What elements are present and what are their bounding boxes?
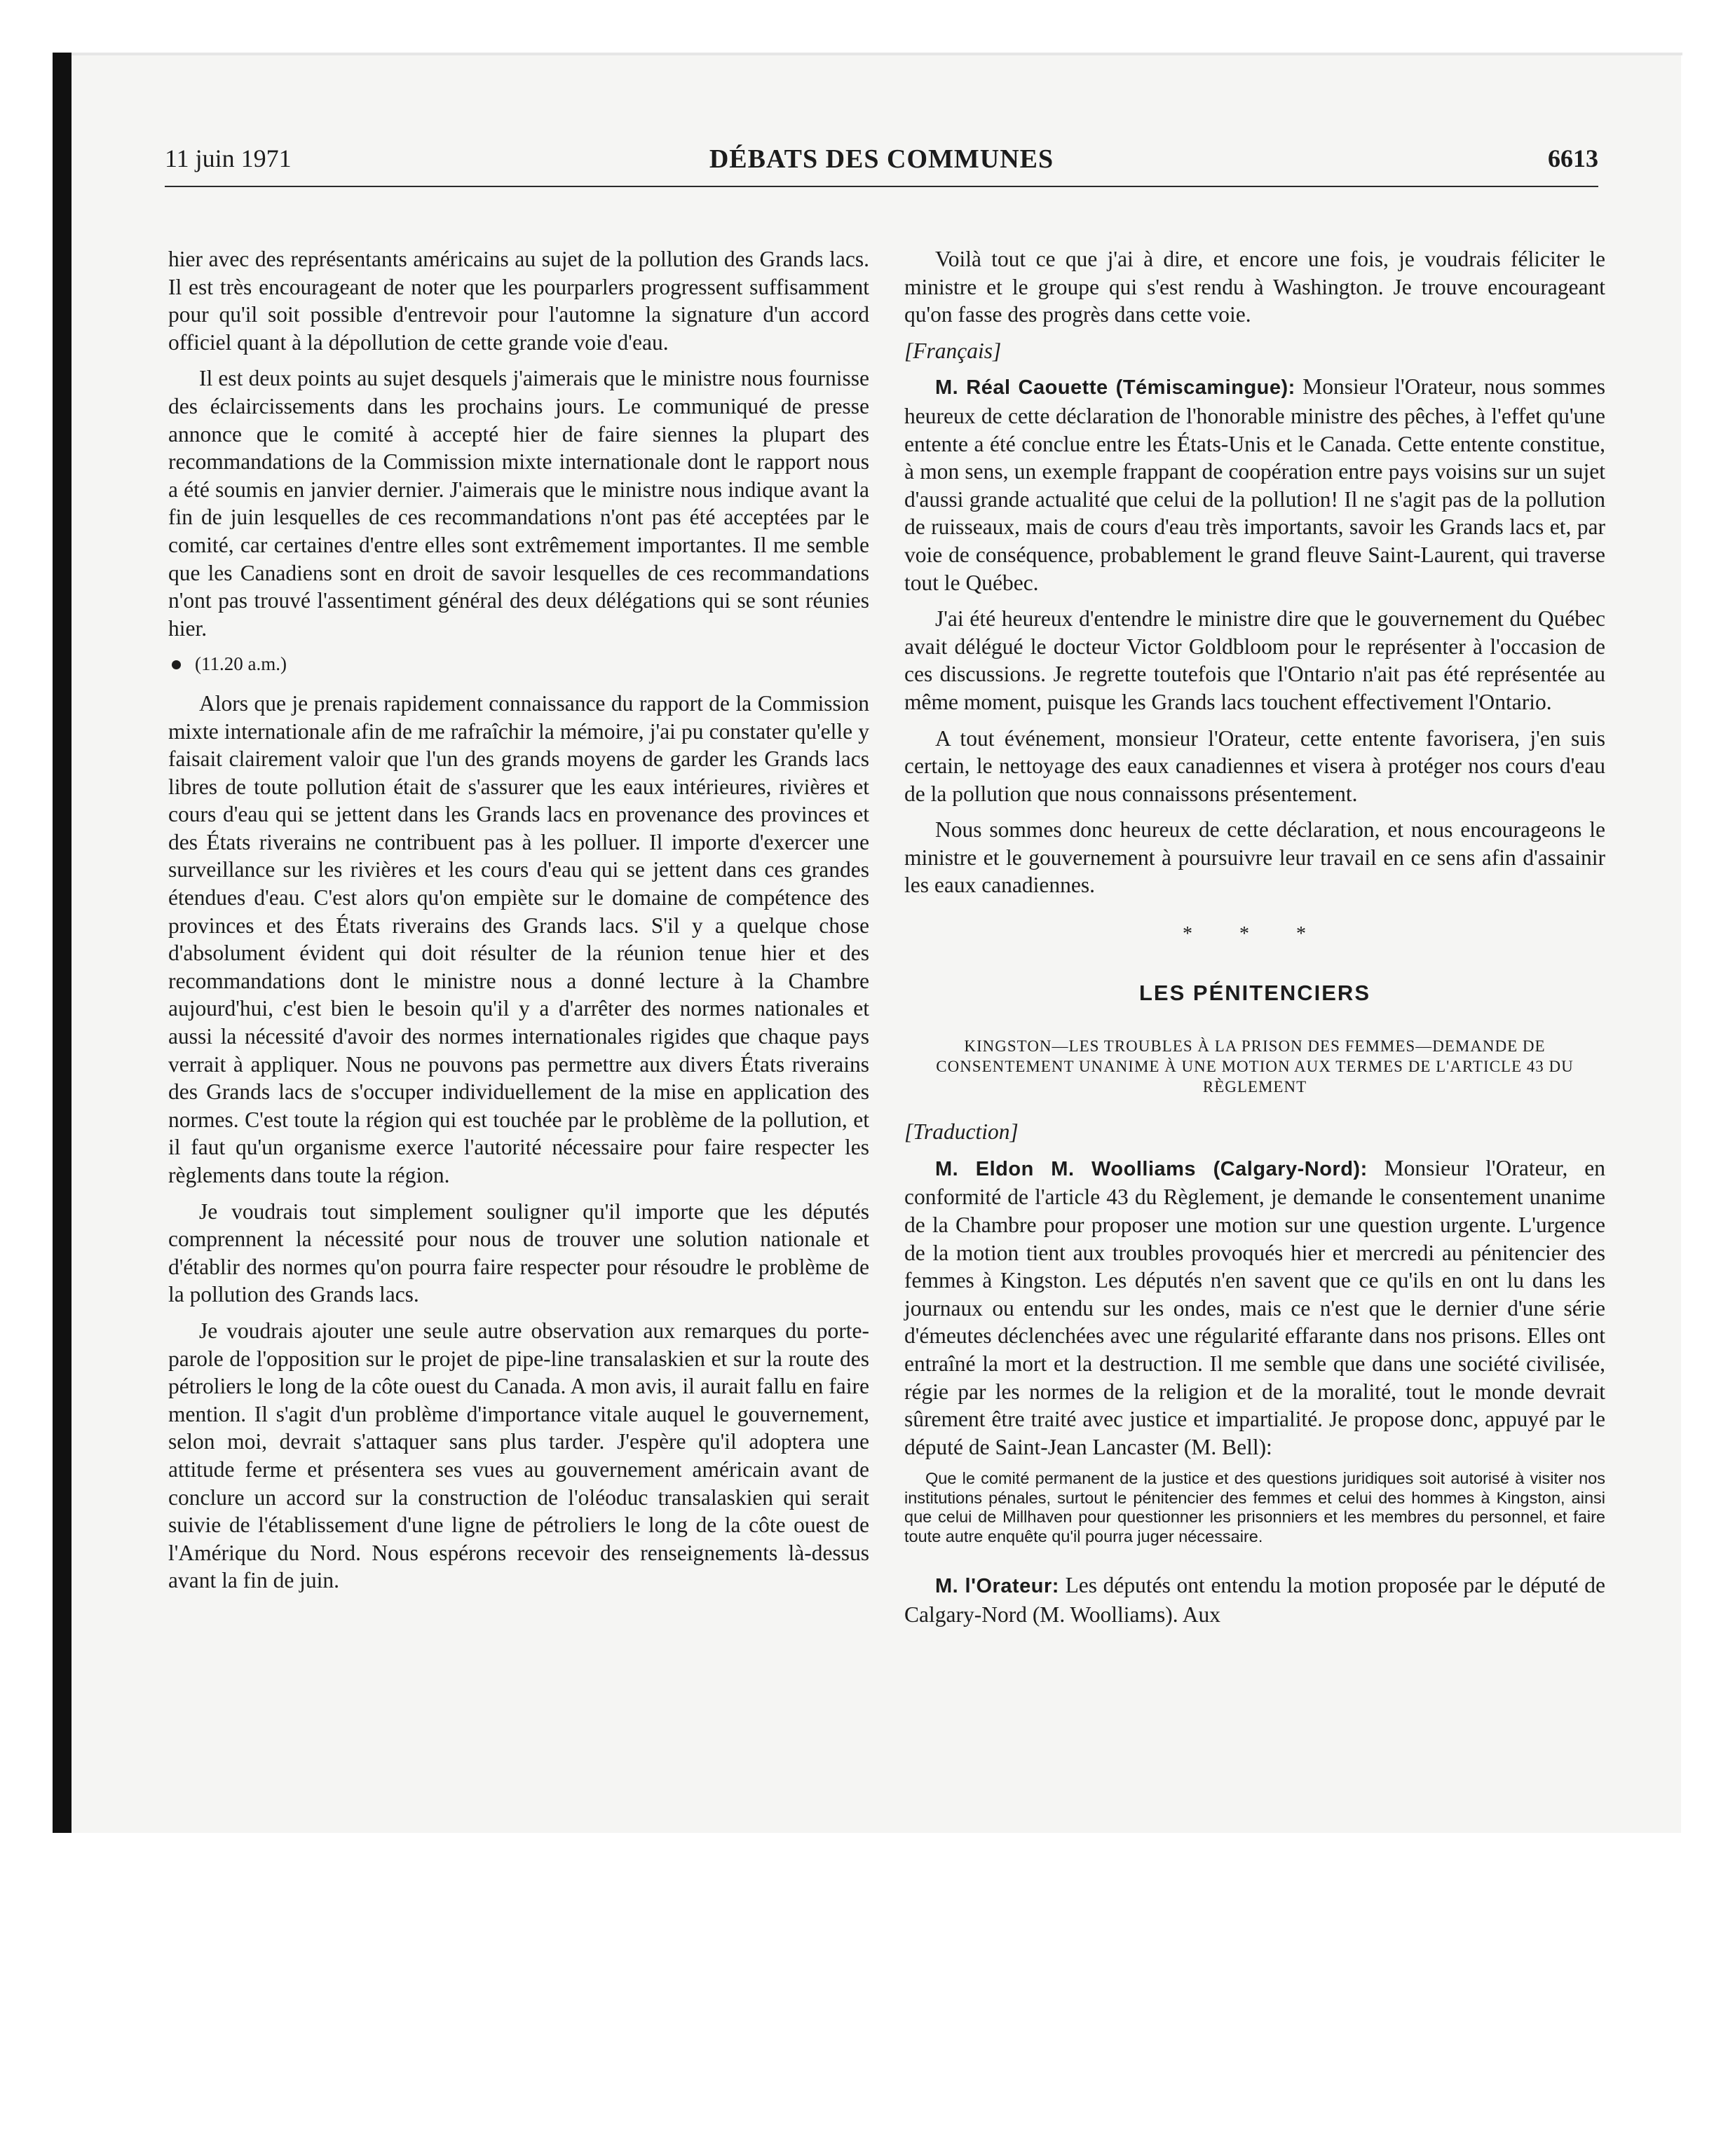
header-date: 11 juin 1971: [165, 144, 292, 172]
right-column: [904, 245, 1605, 1637]
paragraph: Je voudrais tout simplement souligner qu'il importe que les députés comprennent la nécessité pour nous de trouver une solution nationale et d'établir des normes qu'on pourra faire respecter pour résoudre le problème de la pollution des Grands lacs.: [168, 1199, 869, 1307]
running-head: [165, 144, 1598, 187]
section-subheading: KINGSTON—LES TROUBLES À LA PRISON DES FEMMES—DEMANDE DE CONSENTEMENT UNANIME À UNE MOTION AUX TERMES DE L'ARTICLE 43 DU RÈGLEMENT: [936, 1037, 1574, 1096]
speech-paragraph: [904, 1154, 1605, 1461]
speech-text: Les députés ont entendu la motion proposée par le député de Calgary-Nord (M. Woolliams). Aux: [904, 1573, 1605, 1627]
paragraph: A tout événement, monsieur l'Orateur, cette entente favorisera, j'en suis certain, le nettoyage des eaux canadiennes et visera à protéger nos cours d'eau de la pollution que nous connaissons présentement.: [904, 725, 1605, 806]
paragraph: Voilà tout ce que j'ai à dire, et encore une fois, je voudrais féliciter le ministre et le groupe qui s'est rendu à Washington. Je trouve encourageant qu'on fasse des progrès dans cette voie.: [904, 247, 1605, 327]
paragraph: Nous sommes donc heureux de cette déclaration, et nous encourageons le ministre et le gouvernement à poursuivre leur travail en ce sens afin d'assainir les eaux canadiennes.: [904, 817, 1605, 898]
speech-paragraph: [904, 1571, 1605, 1628]
section-separator: * * *: [1183, 923, 1327, 946]
left-column: [168, 245, 869, 1603]
time-stamp: [168, 650, 869, 678]
language-tag: [Traduction]: [904, 1119, 1019, 1145]
section-heading: LES PÉNITENCIERS: [1139, 980, 1370, 1005]
time-stamp-text: (11.20 a.m.): [195, 653, 287, 675]
paragraph: Alors que je prenais rapidement connaissance du rapport de la Commission mixte internationale afin de me rafraîchir la mémoire, j'ai pu constater qu'elle y faisait clairement valoir que l'un des grands moyens de garder les Grands lacs libres de toute pollution était de s'assurer que les eaux intérieures, rivières et cours d'eau qui se jettent dans les Grands lacs en provenance des provinces et des États riverains ne contribuent pas à les polluer. Il importe d'exercer une surveillance sur les rivières et les cours d'eau qui se jettent dans ces grandes étendues d'eau. C'est alors qu'on empiète sur le domaine de compétence des provinces et des États riverains des Grands lacs. S'il y a quelque chose d'absolument évident qui doit résulter de la réunion tenue hier et des recommandations dont le ministre nous a donné lecture à la Chambre aujourd'hui, c'est bien le besoin qu'il y a d'arrêter des normes nationales et aussi la nécessité d'avoir des normes internationales rigides que chaque pays verrait à appliquer. Nous ne pouvons pas permettre aux divers États riverains des Grands lacs de s'occuper individuellement de la mise en application des normes. C'est toute la région qui est touchée par le problème de la pollution, et il faut qu'un organisme exerce l'autorité nécessaire pour faire respecter les règlements dans toute la région.: [168, 690, 869, 1187]
page-number: 6613: [1548, 144, 1598, 172]
paragraph: Je voudrais ajouter une seule autre observation aux remarques du porte-parole de l'opposition sur le projet de pipe-line transalaskien et sur la route des pétroliers le long de la côte ouest du Canada. A mon avis, il aurait fallu en faire mention. Il s'agit d'un problème d'importance vitale auquel le gouvernement, selon moi, devrait s'attaquer sans plus tarder. J'espère qu'il adoptera une attitude ferme et présentera ses vues au gouvernement américain avant de conclure un accord sur la construction de l'oléoduc transalaskien qui serait suivie de l'établissement d'une ligne de pétroliers le long de la côte ouest de l'Amérique du Nord. Nous espérons recevoir des renseignements là-dessus avant la fin de juin.: [168, 1318, 869, 1593]
language-tag: [Français]: [904, 338, 1002, 363]
scan-border: [53, 53, 72, 1833]
speech-text: Monsieur l'Orateur, en conformité de l'article 43 du Règlement, je demande le consentement unanime de la Chambre pour proposer une motion sur une question urgente. L'urgence de la motion tient aux troubles provoqués hier et mercredi au pénitencier des femmes à Kingston. Les députés n'en savent que ce qu'ils en ont lu dans les journaux ou entendu sur les ondes, mais ce n'est que le dernier d'une série d'émeutes déclenchées avec une régularité effarante dans nos prisons. Elles ont entraîné la mort et la destruction. Il me semble que dans une société civilisée, régie par les normes de la religion et de la moralité, tout le monde devrait sûrement être traité avec justice et impartialité. Je propose donc, appuyé par le député de Saint-Jean Lancaster (M. Bell):: [904, 1155, 1605, 1459]
paragraph: hier avec des représentants américains au sujet de la pollution des Grands lacs. Il est très encourageant de noter que les pourparlers progressent suffisamment pour qu'il soit possible d'entrevoir pour l'automne la signature d'un accord officiel quant à la dépollution de cette grande voie d'eau.: [168, 247, 869, 355]
speaker-name: M. Eldon M. Woolliams (Calgary-Nord):: [935, 1157, 1368, 1180]
header-title: DÉBATS DES COMMUNES: [709, 144, 1054, 174]
paragraph: Il est deux points au sujet desquels j'aimerais que le ministre nous fournisse des éclaircissements dans les prochains jours. Le communiqué de presse annonce que le comité à accepté hier de faire siennes la plupart des recommandations de la Commission mixte internationale dont le rapport nous a été soumis en janvier dernier. J'aimerais que le ministre nous indique avant la fin de juin lesquelles de ces recommandations n'ont pas été acceptées par le comité, car certaines d'entre elles sont extrêmement importantes. Il me semble que les Canadiens sont en droit de savoir lesquelles de ces recommandations n'ont pas trouvé l'assentiment général des deux délégations qui se sont réunies hier.: [168, 366, 869, 641]
speech-paragraph: [904, 373, 1605, 596]
speaker-name: M. Réal Caouette (Témiscamingue):: [935, 376, 1295, 400]
motion-text: Que le comité permanent de la justice et des questions juridiques soit autorisé à visiter nos institutions pénales, surtout le pénitencier des femmes et celui des hommes à Kingston, ainsi que celui de Millhaven pour questionner les prisonniers et les membres du personnel, et faire toute autre enquête qu'il pourra juger nécessaire.: [904, 1469, 1605, 1546]
bullet-icon: [172, 660, 181, 669]
paragraph: J'ai été heureux d'entendre le ministre dire que le gouvernement du Québec avait délégué le docteur Victor Goldbloom pour le représenter à l'occasion de ces discussions. Je regrette toutefois que l'Ontario n'ait pas été représentée au même moment, puisque les Grands lacs touchent effectivement l'Ontario.: [904, 606, 1605, 714]
speech-text: Monsieur l'Orateur, nous sommes heureux de cette déclaration de l'honorable ministre des pêches, à l'effet qu'une entente a été conclue entre les États-Unis et le Canada. Cette entente constitue, à mon sens, un exemple frappant de coopération entre pays voisins sur un sujet d'aussi grande actualité que celui de la pollution! Il ne s'agit pas de la pollution de ruisseaux, mais de cours d'eau très importants, savoir les Grands lacs et, par voie de conséquence, probablement le grand fleuve Saint-Laurent, qui traverse tout le Québec.: [904, 374, 1605, 595]
speaker-name: M. l'Orateur:: [935, 1575, 1059, 1598]
